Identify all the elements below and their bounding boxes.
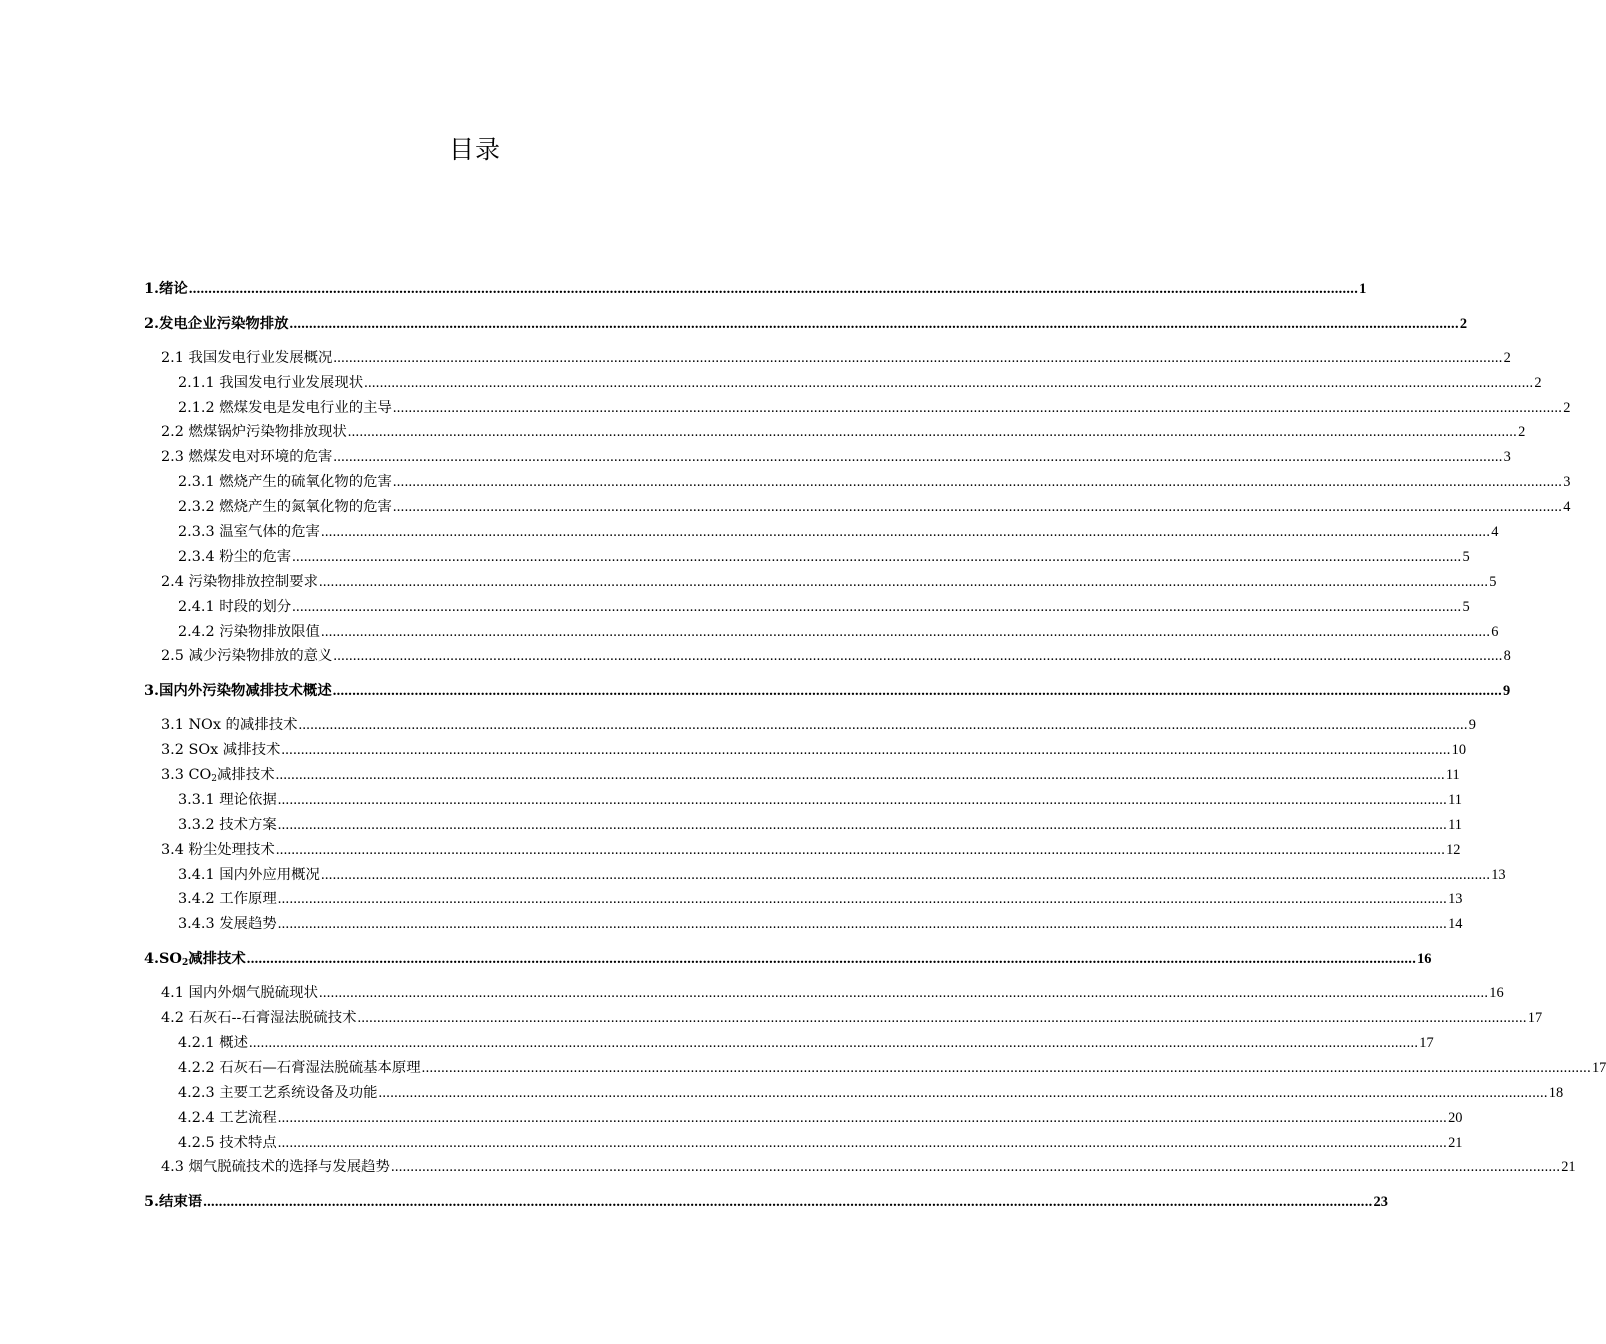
toc-entry-title-text: 4.3 烟气脱硫技术的选择与发展趋势 bbox=[161, 1159, 390, 1176]
toc-entry-title-text: 4.2 石灰石--石膏湿法脱硫技术 bbox=[161, 1010, 357, 1027]
toc-entry-title bbox=[144, 520, 320, 545]
dot-leader: ............................................................................................................................................................................................................................................................................................................ bbox=[188, 281, 1359, 297]
dot-leader: ............................................................................................................................................................................................................................................................................................................ bbox=[246, 951, 1417, 968]
dot-leader: ............................................................................................................................................................................................................................................................................................................ bbox=[292, 598, 1462, 615]
toc-page-number: 13 bbox=[1448, 891, 1463, 908]
toc-entry[interactable] bbox=[144, 420, 1526, 445]
toc-entry-title-text: 3.3.2 技术方案 bbox=[178, 816, 277, 833]
dot-leader: ............................................................................................................................................................................................................................................................................................................ bbox=[347, 424, 1518, 441]
toc-entry-title bbox=[144, 312, 289, 337]
toc-page-number: 9 bbox=[1503, 683, 1511, 700]
toc-page-number: 2 bbox=[1518, 424, 1526, 441]
toc-entry[interactable] bbox=[144, 1131, 1463, 1156]
toc-page-number: 4 bbox=[1491, 524, 1499, 541]
toc-entry-title bbox=[144, 887, 277, 912]
toc-entry-title-text: 4.2.4 工艺流程 bbox=[178, 1109, 277, 1126]
toc-entry-title bbox=[144, 838, 275, 863]
dot-leader: ............................................................................................................................................................................................................................................................................................................ bbox=[320, 524, 1491, 541]
toc-entry-title bbox=[144, 620, 320, 645]
toc-entry[interactable] bbox=[144, 371, 1542, 396]
dot-leader: ............................................................................................................................................................................................................................................................................................................ bbox=[277, 916, 1448, 933]
dot-leader: ............................................................................................................................................................................................................................................................................................................ bbox=[357, 1010, 1527, 1027]
toc-page-number: 2 bbox=[1534, 374, 1542, 391]
toc-page-number: 3 bbox=[1503, 449, 1511, 466]
dot-leader: ............................................................................................................................................................................................................................................................................................................ bbox=[332, 683, 1503, 700]
toc-entry-title bbox=[144, 1056, 421, 1081]
toc-entry-title-text: 2.3.4 粉尘的危害 bbox=[178, 548, 292, 565]
page-title: 目录 bbox=[448, 135, 501, 164]
toc-entry-title bbox=[144, 947, 246, 976]
dot-leader: ............................................................................................................................................................................................................................................................................................................ bbox=[277, 816, 1448, 833]
toc-entry-title bbox=[144, 595, 291, 620]
toc-entry[interactable] bbox=[144, 679, 1511, 704]
toc-entry-subscript: 2 bbox=[181, 958, 189, 969]
toc-entry[interactable] bbox=[144, 545, 1470, 570]
toc-entry[interactable] bbox=[144, 495, 1571, 520]
toc-entry-title-text: 2.3 燃煤发电对环境的危害 bbox=[161, 449, 333, 466]
toc-entry-title bbox=[144, 1031, 248, 1056]
toc-entry-title bbox=[144, 679, 332, 704]
dot-leader: ............................................................................................................................................................................................................................................................................................................ bbox=[320, 623, 1491, 640]
toc-entry[interactable] bbox=[144, 1081, 1564, 1106]
toc-entry-title-text: 3.3 CO bbox=[161, 767, 212, 784]
toc-entry-title bbox=[144, 1190, 202, 1215]
toc-entry-title-suffix: 减排技术 bbox=[217, 767, 275, 784]
toc-entry[interactable] bbox=[144, 1056, 1606, 1081]
dot-leader: ............................................................................................................................................................................................................................................................................................................ bbox=[392, 474, 1563, 491]
toc-entry-title bbox=[144, 445, 332, 470]
toc-page-number: 11 bbox=[1448, 816, 1462, 833]
dot-leader: ............................................................................................................................................................................................................................................................................................................ bbox=[292, 548, 1462, 565]
toc-entry[interactable] bbox=[144, 620, 1499, 645]
toc-entry-title-text: 3.4.2 工作原理 bbox=[178, 891, 277, 908]
dot-leader: ............................................................................................................................................................................................................................................................................................................ bbox=[378, 1084, 1548, 1101]
dot-leader: ............................................................................................................................................................................................................................................................................................................ bbox=[333, 349, 1503, 366]
toc-entry-title-suffix: 减排技术 bbox=[188, 950, 246, 968]
toc-page-number: 6 bbox=[1491, 623, 1499, 640]
toc-page-number: 2 bbox=[1503, 349, 1511, 366]
toc-entry-title-text: 3.4 粉尘处理技术 bbox=[161, 841, 275, 858]
toc-page-number: 17 bbox=[1419, 1034, 1434, 1051]
toc-entry-title bbox=[144, 545, 291, 570]
toc-entry[interactable] bbox=[144, 445, 1511, 470]
toc-entry[interactable] bbox=[144, 470, 1571, 495]
toc-entry-title bbox=[144, 495, 392, 520]
toc-entry[interactable] bbox=[144, 644, 1511, 669]
toc-entry[interactable] bbox=[144, 396, 1571, 421]
toc-entry-title-text: 3.4.1 国内外应用概况 bbox=[178, 866, 320, 883]
toc-page-number: 10 bbox=[1451, 742, 1467, 759]
toc-page-number: 13 bbox=[1491, 866, 1506, 883]
toc-entry[interactable] bbox=[144, 713, 1476, 738]
toc-entry-title bbox=[144, 346, 332, 371]
dot-leader: ............................................................................................................................................................................................................................................................................................................ bbox=[277, 1109, 1448, 1126]
toc-entry[interactable] bbox=[144, 346, 1511, 371]
dot-leader: ............................................................................................................................................................................................................................................................................................................ bbox=[248, 1034, 1419, 1051]
dot-leader: ............................................................................................................................................................................................................................................................................................................ bbox=[281, 742, 1451, 759]
toc-entry-title-text: 4.1 国内外烟气脱硫现状 bbox=[161, 985, 318, 1002]
toc-page-number: 8 bbox=[1503, 648, 1511, 665]
toc-entry-title-text: 4.2.1 概述 bbox=[178, 1034, 248, 1051]
toc-entry-title bbox=[144, 788, 277, 813]
toc-entry-title-text: 1.绪论 bbox=[144, 280, 188, 297]
toc-page-number: 11 bbox=[1445, 767, 1460, 784]
toc-entry-title-text: 3.4.3 发展趋势 bbox=[178, 916, 277, 933]
toc-entry-title-text: 2.2 燃煤锅炉污染物排放现状 bbox=[161, 424, 347, 441]
dot-leader: ............................................................................................................................................................................................................................................................................................................ bbox=[203, 1194, 1373, 1211]
toc-entry-title-text: 2.4 污染物排放控制要求 bbox=[161, 573, 318, 590]
toc-entry[interactable] bbox=[144, 763, 1460, 788]
dot-leader: ............................................................................................................................................................................................................................................................................................................ bbox=[275, 767, 1445, 784]
toc-entry[interactable] bbox=[144, 981, 1504, 1006]
toc-page-number: 5 bbox=[1489, 573, 1497, 590]
toc-page-number: 2 bbox=[1563, 399, 1571, 416]
toc-page-number: 21 bbox=[1448, 1134, 1463, 1151]
toc-page-number: 17 bbox=[1527, 1010, 1543, 1027]
toc-entry-subscript: 2 bbox=[211, 774, 218, 785]
toc-entry-title-text: 2.4.1 时段的划分 bbox=[178, 598, 292, 615]
toc-page-number: 14 bbox=[1448, 916, 1463, 933]
toc-entry-title bbox=[144, 1106, 277, 1131]
toc-entry[interactable] bbox=[144, 912, 1463, 937]
table-of-contents bbox=[144, 267, 1606, 1224]
toc-page-number: 3 bbox=[1563, 474, 1571, 491]
toc-entry-title bbox=[144, 396, 392, 421]
toc-entry-title bbox=[144, 738, 280, 763]
toc-entry-title bbox=[144, 420, 347, 445]
toc-entry-title bbox=[144, 644, 332, 669]
toc-entry-title-text: 3.国内外污染物减排技术概述 bbox=[144, 682, 332, 700]
toc-entry-title-text: 4.2.2 石灰石—石膏湿法脱硫基本原理 bbox=[178, 1059, 421, 1076]
toc-entry-title bbox=[144, 570, 318, 595]
toc-entry[interactable] bbox=[144, 738, 1467, 763]
toc-entry-title bbox=[144, 277, 188, 302]
toc-entry-title-text: 2.1.1 我国发电行业发展现状 bbox=[178, 374, 364, 391]
toc-page-number: 17 bbox=[1591, 1059, 1606, 1076]
dot-leader: ............................................................................................................................................................................................................................................................................................................ bbox=[390, 1159, 1561, 1176]
toc-entry-title bbox=[144, 713, 298, 738]
toc-page-number: 16 bbox=[1489, 985, 1504, 1002]
toc-entry-title bbox=[144, 371, 363, 396]
dot-leader: ............................................................................................................................................................................................................................................................................................................ bbox=[318, 573, 1489, 590]
toc-page-number: 2 bbox=[1459, 315, 1468, 332]
dot-leader: ............................................................................................................................................................................................................................................................................................................ bbox=[277, 1134, 1448, 1151]
toc-page-number: 4 bbox=[1563, 499, 1571, 516]
toc-page-number: 21 bbox=[1561, 1159, 1576, 1176]
toc-entry-title bbox=[144, 813, 277, 838]
toc-entry-title-text: 2.3.1 燃烧产生的硫氧化物的危害 bbox=[178, 474, 392, 491]
dot-leader: ............................................................................................................................................................................................................................................................................................................ bbox=[333, 449, 1503, 466]
toc-page-number: 18 bbox=[1548, 1084, 1564, 1101]
toc-entry-title-text: 2.发电企业污染物排放 bbox=[144, 314, 289, 332]
toc-entry-title-text: 5.结束语 bbox=[144, 1193, 203, 1211]
toc-entry-title-text: 2.3.3 温室气体的危害 bbox=[178, 524, 320, 541]
toc-entry-title-text: 2.4.2 污染物排放限值 bbox=[178, 623, 320, 640]
toc-entry[interactable] bbox=[144, 312, 1468, 337]
dot-leader: ............................................................................................................................................................................................................................................................................................................ bbox=[392, 499, 1563, 516]
toc-entry-title-text: 2.3.2 燃烧产生的氮氧化物的危害 bbox=[178, 499, 392, 516]
toc-entry-title-text: 4.2.3 主要工艺系统设备及功能 bbox=[178, 1084, 378, 1101]
toc-entry[interactable] bbox=[144, 1031, 1434, 1056]
toc-entry-title bbox=[144, 1081, 378, 1106]
toc-page-number: 5 bbox=[1462, 548, 1470, 565]
toc-entry-title-text: 4.SO bbox=[144, 950, 182, 968]
dot-leader: ............................................................................................................................................................................................................................................................................................................ bbox=[275, 841, 1446, 858]
toc-entry-title-text: 2.5 减少污染物排放的意义 bbox=[161, 648, 333, 665]
toc-entry[interactable] bbox=[144, 595, 1470, 620]
toc-entry[interactable] bbox=[144, 1190, 1388, 1215]
toc-entry-title bbox=[144, 1155, 390, 1180]
dot-leader: ............................................................................................................................................................................................................................................................................................................ bbox=[320, 866, 1491, 883]
toc-entry[interactable] bbox=[144, 520, 1499, 545]
toc-page-number: 11 bbox=[1448, 791, 1462, 808]
toc-entry[interactable] bbox=[144, 1106, 1463, 1131]
toc-entry-title-text: 2.1 我国发电行业发展概况 bbox=[161, 349, 333, 366]
toc-entry-title-text: 2.1.2 燃煤发电是发电行业的主导 bbox=[178, 399, 392, 416]
toc-entry[interactable] bbox=[144, 1006, 1543, 1031]
dot-leader: ............................................................................................................................................................................................................................................................................................................ bbox=[298, 717, 1468, 734]
toc-entry-title-text: 3.1 NOx 的减排技术 bbox=[161, 717, 298, 734]
toc-entry-title bbox=[144, 1131, 277, 1156]
toc-entry-title-text: 4.2.5 技术特点 bbox=[178, 1134, 277, 1151]
toc-entry-title bbox=[144, 863, 320, 888]
toc-entry-title bbox=[144, 1006, 356, 1031]
toc-entry[interactable] bbox=[144, 947, 1432, 972]
toc-page-number: 16 bbox=[1417, 951, 1432, 968]
toc-entry-title bbox=[144, 912, 277, 937]
toc-entry-title-text: 3.2 SOx 减排技术 bbox=[161, 742, 281, 759]
dot-leader: ............................................................................................................................................................................................................................................................................................................ bbox=[277, 891, 1448, 908]
toc-page-number: 23 bbox=[1373, 1194, 1388, 1211]
toc-entry-title bbox=[144, 981, 318, 1006]
toc-page-number: 12 bbox=[1446, 841, 1461, 858]
dot-leader: ............................................................................................................................................................................................................................................................................................................ bbox=[392, 399, 1563, 416]
toc-page-number: 20 bbox=[1448, 1109, 1463, 1126]
toc-entry[interactable] bbox=[144, 813, 1462, 838]
dot-leader: ............................................................................................................................................................................................................................................................................................................ bbox=[333, 648, 1503, 665]
toc-entry[interactable] bbox=[144, 863, 1506, 888]
dot-leader: ............................................................................................................................................................................................................................................................................................................ bbox=[364, 374, 1534, 391]
toc-page-number: 5 bbox=[1462, 598, 1470, 615]
toc-page-number: 9 bbox=[1468, 717, 1476, 734]
toc-page-number: 1 bbox=[1359, 281, 1367, 297]
toc-entry-title-text: 3.3.1 理论依据 bbox=[178, 791, 277, 808]
toc-entry[interactable] bbox=[144, 277, 1367, 302]
dot-leader: ............................................................................................................................................................................................................................................................................................................ bbox=[289, 315, 1459, 332]
toc-entry[interactable] bbox=[144, 570, 1497, 595]
dot-leader: ............................................................................................................................................................................................................................................................................................................ bbox=[421, 1059, 1591, 1076]
toc-entry[interactable] bbox=[144, 887, 1463, 912]
toc-entry-title bbox=[144, 470, 392, 495]
toc-entry[interactable] bbox=[144, 838, 1461, 863]
dot-leader: ............................................................................................................................................................................................................................................................................................................ bbox=[318, 985, 1489, 1002]
dot-leader: ............................................................................................................................................................................................................................................................................................................ bbox=[277, 791, 1448, 808]
toc-entry[interactable] bbox=[144, 788, 1462, 813]
toc-entry[interactable] bbox=[144, 1155, 1576, 1180]
